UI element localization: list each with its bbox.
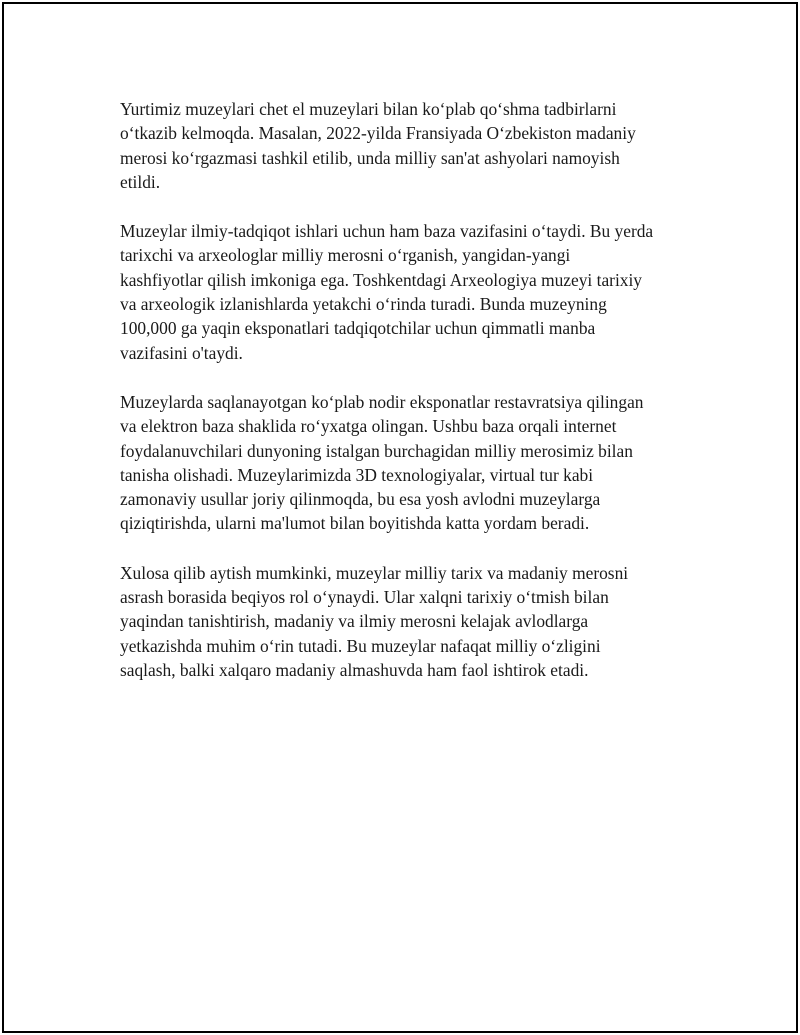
paragraph-4: Xulosa qilib aytish mumkinki, muzeylar milliy tarix va madaniy merosni asrash borasida beqiyos rol o‘ynaydi. Ular xalqni tarixiy o‘tmish bilan yaqindan tanishtirish, madaniy va ilmiy merosni kelajak avlodlarga yetkazishda muhim o‘rin tutadi. Bu muzeylar nafaqat milliy o‘zligini saqlash, balki xalqaro madaniy almashuvda ham faol ishtirok etadi. [120, 562, 629, 680]
document-page [2, 2, 798, 1033]
document-body [120, 97, 700, 707]
paragraph-1: Yurtimiz muzeylari chet el muzeylari bilan ko‘plab qo‘shma tadbirlarni o‘tkazib kelmoqda. Masalan, 2022-yilda Fransiyada O‘zbekiston madaniy merosi ko‘rgazmasi tashkil etilib, unda milliy san'at ashyolari namoyish etildi. [120, 99, 636, 192]
paragraph-3: Muzeylarda saqlanayotgan ko‘plab nodir eksponatlar restavratsiya qilingan va elektron baza shaklida ro‘yxatga olingan. Ushbu baza orqali internet foydalanuvchilari dunyoning istalgan burchagidan milliy merosimiz bilan tanisha olishadi. Muzeylarimizda 3D texnologiyalar, virtual tur kabi zamonaviy usullar joriy qilinmoqda, bu esa yosh avlodni muzeylarga qiziqtirishda, ularni ma'lumot bilan boyitishda katta yordam beradi. [120, 391, 644, 534]
paragraph-2: Muzeylar ilmiy-tadqiqot ishlari uchun ham baza vazifasini o‘taydi. Bu yerda tarixchi va arxeologlar milliy merosni o‘rganish, yangidan-yangi kashfiyotlar qilish imkoniga ega. Toshkentdagi Arxeologiya muzeyi tarixiy va arxeologik izlanishlarda yetakchi o‘rinda turadi. Bunda muzeyning 100,000 ga yaqin eksponatlari tadqiqotchilar uchun qimmatli manba vazifasini o'taydi. [120, 221, 654, 363]
